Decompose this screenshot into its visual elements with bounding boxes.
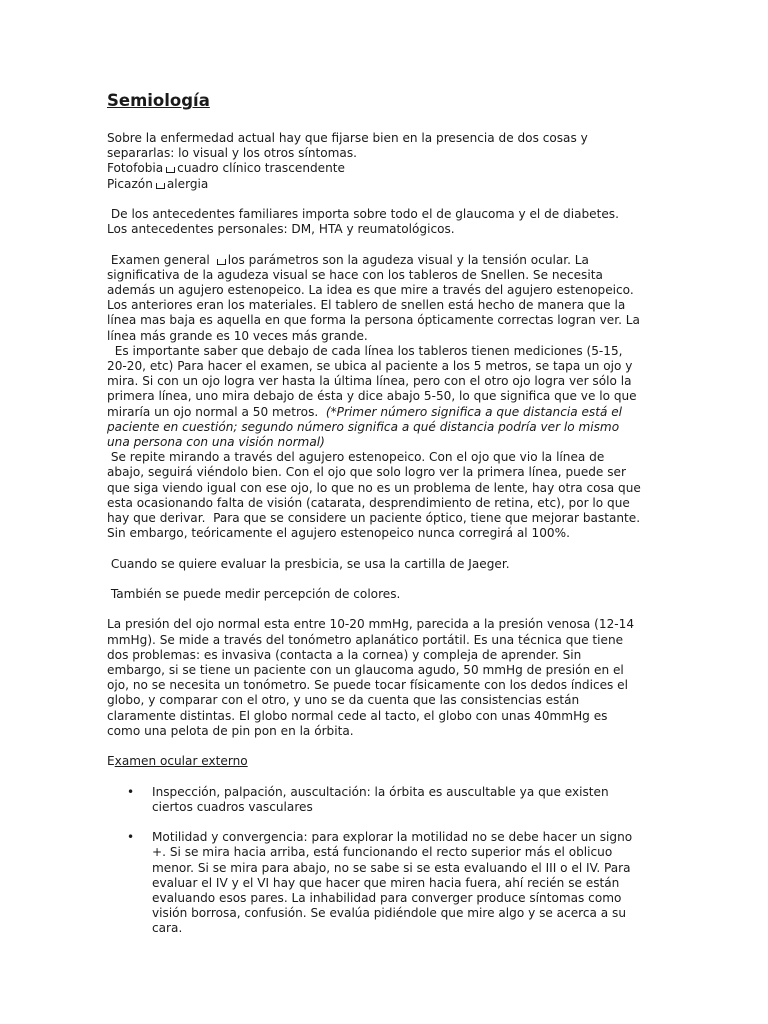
text-line: Los anteriores eran los materiales. El tablero de snellen está hecho de manera que la <box>107 298 626 313</box>
text-line: globo, y comparar con el otro, y uno se da cuenta que las consistencias están <box>107 693 580 708</box>
text-line: además un agujero estenopeico. La idea es que mire a través del agujero estenopeico. <box>107 283 634 297</box>
fotofobia-label: Fotofobia <box>107 161 164 176</box>
italic-note-line: una persona con una visión normal) <box>107 435 325 450</box>
text-line: claramente distintas. El globo normal cede al tacto, el globo con unas 40mmHg es <box>107 708 608 723</box>
text-line: mmHg). Se mide a través del tonómetro aplanático portátil. Es una técnica que tiene <box>107 632 624 647</box>
list-item <box>107 785 667 815</box>
text-line: Sin embargo, teóricamente el agujero estenopeico nunca corregirá al 100%. <box>107 526 570 541</box>
text-line: Los antecedentes personales: DM, HTA y reumatológicos. <box>107 222 455 237</box>
document-page <box>107 90 667 937</box>
text-line: Es importante saber que debajo de cada línea los tableros tienen mediciones (5-15, <box>107 343 623 358</box>
heading-prefix: E <box>107 754 115 769</box>
text-line: que siga viendo igual con ese ojo, lo que no es un problema de lente, hay otra cosa que <box>107 480 641 495</box>
section-heading-externo <box>107 754 667 769</box>
text-line: primera línea, uno mira debajo de ésta y dice abajo 5-50, lo que significa que ve lo que <box>107 389 637 404</box>
intro-paragraph <box>107 131 667 192</box>
text-line: significativa de la agudeza visual se hace con los tableros de Snellen. Se necesita <box>107 267 603 282</box>
text-line: Sobre la enfermedad actual hay que fijarse bien en la presencia de dos cosas y <box>107 131 588 145</box>
picazon-text: alergia <box>166 176 209 191</box>
text-line: evaluando esos pares. La inhabilidad para converger produce síntomas como <box>152 891 622 906</box>
arrow-symbol-icon <box>156 183 165 189</box>
text-line: línea más grande es 10 veces más grande. <box>107 328 368 343</box>
picazon-label: Picazón <box>107 176 153 191</box>
text-span: miraría un ojo normal a 50 metros. <box>107 404 326 419</box>
heading-text: xamen ocular externo <box>114 754 248 769</box>
page-title: Semiología <box>107 91 210 110</box>
text-line: embargo, si se tiene un paciente con un glaucoma agudo, 50 mmHg de presión en el <box>107 663 624 678</box>
text-line: separarlas: lo visual y los otros síntomas. <box>107 146 357 161</box>
examen-general-first-line <box>107 253 667 268</box>
text-line: Se repite mirando a través del agujero estenopeico. Con el ojo que vio la línea de <box>107 450 605 465</box>
bullet-icon: • <box>127 784 135 799</box>
text-line: abajo, seguirá viéndolo bien. Con el ojo que solo logro ver la primera línea, puede ser <box>107 465 626 480</box>
text-line: dos problemas: es invasiva (contacta a la cornea) y compleja de aprender. Sin <box>107 647 582 662</box>
text-line: los parámetros son la agudeza visual y la tensión ocular. La <box>227 252 589 267</box>
text-line: como una pelota de pin pon en la órbita. <box>107 723 354 738</box>
text-line <box>107 405 667 420</box>
text-line: esta ocasionando falta de visión (catarata, desprendimiento de retina, etc), por lo que <box>107 495 630 510</box>
text-line: evaluar el IV y el VI hay que hacer que miren hacia fuera, ahí recién se están <box>152 875 620 890</box>
text-line: hay que derivar. Para que se considere un paciente óptico, tiene que mejorar bastante. <box>107 511 641 526</box>
bullet-list <box>107 785 667 937</box>
text-line: Inspección, palpación, auscultación: la órbita es auscultable ya que existen <box>152 784 609 799</box>
text-line: ciertos cuadros vasculares <box>152 799 313 814</box>
text-line: +. Si se mira hacia arriba, está funcionando el recto superior más el oblicuo <box>152 845 613 860</box>
bullet-icon: • <box>127 830 135 845</box>
italic-note: (*Primer número significa a que distancia está el <box>325 404 623 419</box>
text-line: cara. <box>152 921 183 936</box>
fotofobia-line <box>107 161 667 176</box>
arrow-symbol-icon <box>217 259 226 265</box>
italic-note-line: paciente en cuestión; segundo número significa a qué distancia podría ver lo mismo <box>107 419 620 434</box>
text-line: La presión del ojo normal esta entre 10-20 mmHg, parecida a la presión venosa (12-14 <box>107 617 635 632</box>
presbicia-paragraph: Cuando se quiere evaluar la presbicia, se usa la cartilla de Jaeger. <box>107 556 510 571</box>
colores-paragraph: También se puede medir percepción de colores. <box>107 587 401 602</box>
antecedentes-paragraph <box>107 207 667 237</box>
text-line: mira. Si con un ojo logra ver hasta la última línea, pero con el otro ojo logra ver sólo la <box>107 374 632 389</box>
examen-general-label: Examen general <box>107 252 210 267</box>
presion-paragraph <box>107 617 667 739</box>
text-line: visión borrosa, confusión. Se evalúa pidiéndole que mire algo y se acerca a su <box>152 906 626 921</box>
picazon-line <box>107 177 667 192</box>
text-line: De los antecedentes familiares importa sobre todo el de glaucoma y el de diabetes. <box>107 207 619 221</box>
text-line: línea mas baja es aquella en que forma la persona ópticamente correctas logran ver. La <box>107 313 640 328</box>
fotofobia-text: cuadro clínico trascendente <box>177 161 345 176</box>
list-spacer <box>107 815 667 830</box>
text-line: 20-20, etc) Para hacer el examen, se ubica al paciente a los 5 metros, se tapa un ojo y <box>107 359 633 374</box>
text-line: menor. Si se mira para abajo, no se sabe si se esta evaluando el III o el IV. Para <box>152 860 631 875</box>
text-line: ojo, no se necesita un tonómetro. Se puede tocar físicamente con los dedos índices el <box>107 678 628 693</box>
arrow-symbol-icon <box>166 167 175 173</box>
list-item <box>107 830 667 936</box>
examen-general-paragraph <box>107 253 667 542</box>
text-line: Motilidad y convergencia: para explorar la motilidad no se debe hacer un signo <box>152 830 633 845</box>
